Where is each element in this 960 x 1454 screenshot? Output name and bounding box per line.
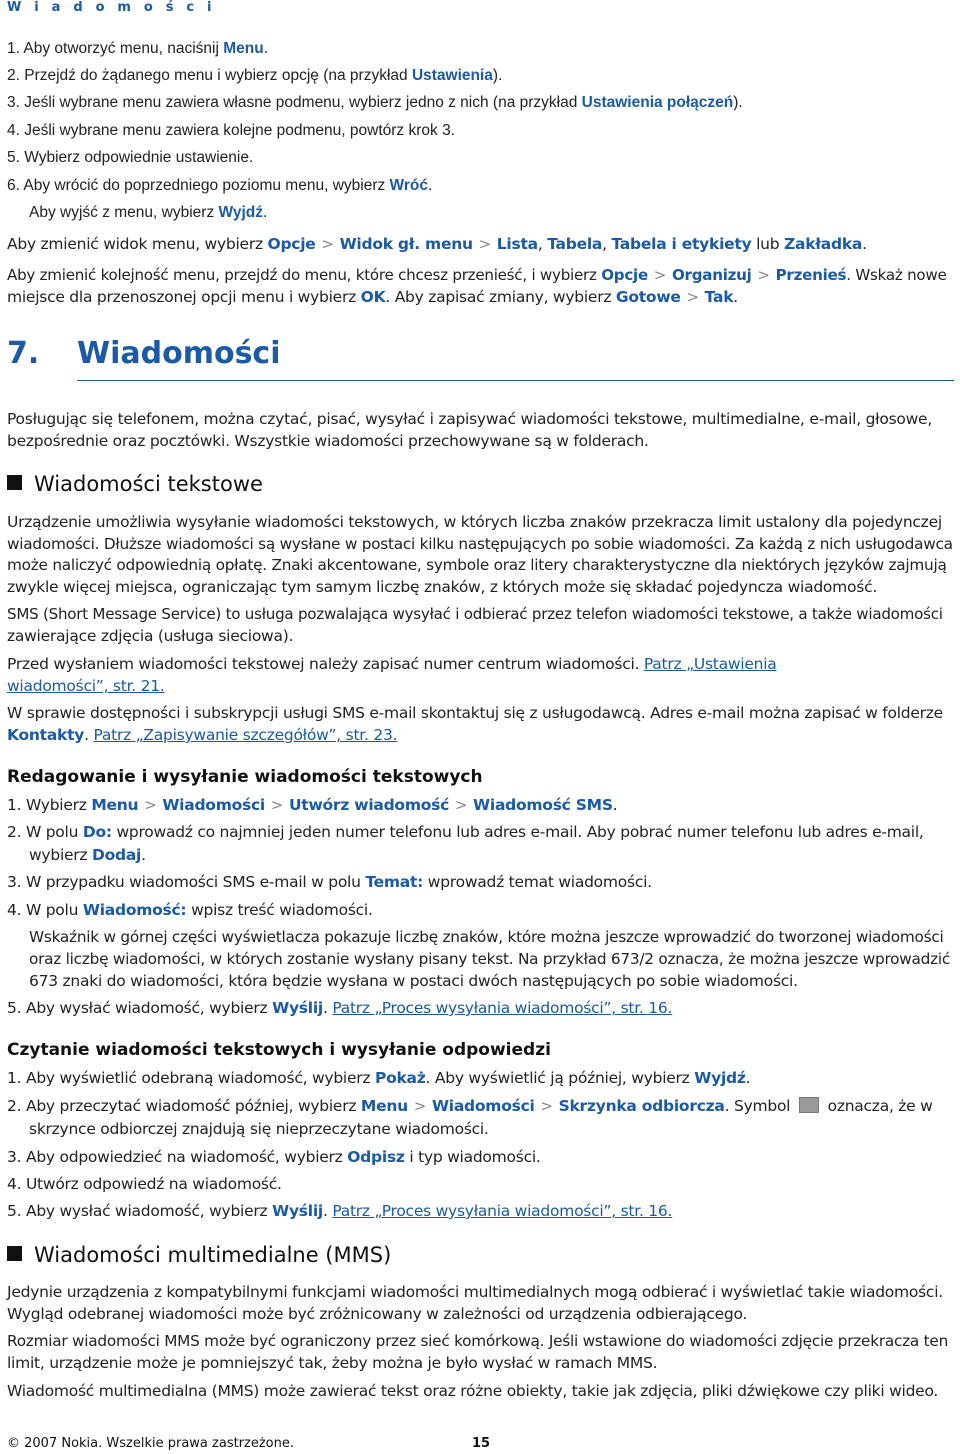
compose-step-2-l2: wybierz Dodaj. [29,846,146,864]
mms-p1-l2: Wygląd odebranej wiadomości może być zróżnicowany w zależności od urządzenia odbierającego. [7,1305,748,1323]
footer-copyright: © 2007 Nokia. Wszelkie prawa zastrzeżone. [7,1436,294,1451]
reading-step-2-l1: 2. Aby przeczytać wiadomość później, wybierz Menu > Wiadomości > Skrzynka odbiorcza. Symbol oznacza, że w [7,1097,933,1115]
reading-step-1: 1. Aby wyświetlić odebraną wiadomość, wybierz Pokaż. Aby wyświetlić ją później, wybierz Wyjdź. [7,1069,751,1087]
chevron-right-icon: > [540,1097,553,1115]
link-saving-details[interactable]: Patrz „Zapisywanie szczegółów”, str. 23. [93,726,398,744]
compose-step-4: 4. W polu Wiadomość: wpisz treść wiadomości. [7,901,373,919]
sms-p1-l2: wiadomości. Dłuższe wiadomości są wysłane w postaci kilku następujących po sobie wiadomości. Za każdą z nich usługodawca [7,535,953,553]
compose-step-5: 5. Aby wysłać wiadomość, wybierz Wyślij. Patrz „Proces wysyłania wiadomości”, str. 16. [7,999,673,1017]
compose-note-l1: Wskaźnik w górnej części wyświetlacza pokazuje liczbę znaków, które można jeszcze wprowadzić do tworzonej wiadomości [29,928,944,946]
sms-p4-l1: W sprawie dostępności i subskrypcji usługi SMS e-mail skontaktuj się z usługodawcą. Adres e-mail można zapisać w folderze [7,704,943,722]
intro-step-2: 2. Przejdź do żądanego menu i wybierz opcję (na przykład Ustawienia). [7,67,503,84]
sms-p1-l4: zwykle więcej miejsca, ograniczając tym samym liczbę znaków, z których może się składać pojedyncza wiadomość. [7,578,878,596]
mms-p1-l1: Jedynie urządzenia z kompatybilnymi funkcjami wiadomości multimedialnych mogą odbierać i wyświetlać takie wiadomości. [7,1283,943,1301]
chevron-right-icon: > [478,235,491,253]
intro-step-3: 3. Jeśli wybrane menu zawiera własne podmenu, wybierz jedno z nich (na przykład Ustawienia połączeń). [7,94,743,111]
intro-view-note: Aby zmienić widok menu, wybierz Opcje > Widok gł. menu > Lista, Tabela, Tabela i etykiety lub Zakładka. [7,235,867,253]
page-number: 15 [472,1436,491,1451]
chapter-heading [7,336,281,371]
chevron-right-icon: > [454,796,468,814]
compose-step-2-l1: 2. W polu Do: wprowadź co najmniej jeden numer telefonu lub adres e-mail. Aby pobrać numer telefonu lub adres e-mail, [7,823,924,841]
sms-p1-l1: Urządzenie umożliwia wysyłanie wiadomości tekstowych, w których liczba znaków przekracza limit ustalony dla pojedynczej [7,513,942,531]
compose-note-l3: 673 znaki do wiadomości, która będzie wysłana w postaci dwóch następujących po sobie wiadomości. [29,972,798,990]
sms-p3-l2 [7,677,165,695]
running-header: W i a d o m o ś c i [7,0,216,15]
intro-step-1: 1. Aby otworzyć menu, naciśnij Menu. [7,40,269,57]
chevron-right-icon: > [270,796,284,814]
intro-reorder-note-l2: miejsce dla przenoszonej opcji menu i wybierz OK. Aby zapisać zmiany, wybierz Gotowe > Tak. [7,288,738,306]
chevron-right-icon: > [144,796,157,814]
mms-p2-l2: limit, urządzenie może je pomniejszyć tak, żeby można je było wysłać w ramach MMS. [7,1354,658,1372]
compose-note-l2: oraz liczbę wiadomości, w których zostanie wysłany pisany tekst. Na przykład 673/2 oznacza, że można jeszcze wprowadzić [29,950,951,968]
chevron-right-icon: > [653,266,667,284]
square-bullet-icon [7,1246,22,1261]
sms-p1-l3: może naliczyć odpowiednią opłatę. Znaki akcentowane, symbole oraz litery charakterystyczne dla niektórych języków zajmują [7,556,947,574]
intro-exit-note: Aby wyjść z menu, wybierz Wyjdź. [29,204,268,221]
chevron-right-icon: > [757,266,770,284]
chapter-number: 7. [7,336,40,371]
reading-step-4: 4. Utwórz odpowiedź na wiadomość. [7,1175,282,1193]
reading-step-5: 5. Aby wysłać wiadomość, wybierz Wyślij. Patrz „Proces wysyłania wiadomości”, str. 16. [7,1202,673,1220]
intro-reorder-note-l1: Aby zmienić kolejność menu, przejdź do menu, które chcesz przenieść, i wybierz Opcje > Organizuj > Przenieś. Wskaż nowe [7,266,947,284]
subheading-compose: Redagowanie i wysyłanie wiadomości tekstowych [7,767,483,787]
chevron-right-icon: > [321,235,334,253]
sms-p3-l1: Przed wysłaniem wiadomości tekstowej należy zapisać numer centrum wiadomości. Patrz „Ustawienia [7,655,777,673]
reading-step-2-l2: skrzynce odbiorczej znajdują się nieprzeczytane wiadomości. [29,1120,489,1138]
chapter-intro-l1: Posługując się telefonem, można czytać, pisać, wysyłać i zapisywać wiadomości tekstowe, multimedialne, e-mail, głosowe, [7,410,933,428]
compose-step-3: 3. W przypadku wiadomości SMS e-mail w polu Temat: wprowadź temat wiadomości. [7,873,652,891]
intro-step-4: 4. Jeśli wybrane menu zawiera kolejne podmenu, powtórz krok 3. [7,122,456,139]
section-heading-mms: Wiadomości multimedialne (MMS) [7,1243,391,1267]
intro-step-5: 5. Wybierz odpowiednie ustawienie. [7,149,254,166]
intro-step-6: 6. Aby wrócić do poprzedniego poziomu menu, wybierz Wróć. [7,177,433,194]
square-bullet-icon [7,475,22,490]
link-message-settings[interactable]: Patrz „Ustawienia [643,655,777,673]
link-message-settings-cont[interactable]: wiadomości”, str. 21. [7,677,165,695]
subheading-reading: Czytanie wiadomości tekstowych i wysyłanie odpowiedzi [7,1040,551,1060]
unread-message-icon [799,1097,819,1113]
chevron-right-icon: > [413,1097,427,1115]
sms-p4-l2: Kontakty. Patrz „Zapisywanie szczegółów”, str. 23. [7,726,398,744]
chevron-right-icon: > [686,288,699,306]
link-sending-process-2[interactable]: Patrz „Proces wysyłania wiadomości”, str. 16. [332,1202,673,1220]
chapter-title: Wiadomości [77,336,281,371]
chapter-rule [77,380,954,381]
sms-p2-l2: zawierające zdjęcia (usługa sieciowa). [7,627,294,645]
compose-step-1: 1. Wybierz Menu > Wiadomości > Utwórz wiadomość > Wiadomość SMS. [7,796,618,814]
sms-p2-l1: SMS (Short Message Service) to usługa pozwalająca wysyłać i odbierać przez telefon wiadomości tekstowe, a także wiadomości [7,605,943,623]
chapter-intro-l2: bezpośrednie oraz pocztówki. Wszystkie wiadomości przechowywane są w folderach. [7,432,649,450]
link-sending-process[interactable]: Patrz „Proces wysyłania wiadomości”, str. 16. [332,999,673,1017]
section-heading-sms: Wiadomości tekstowe [7,472,263,496]
mms-p2-l1: Rozmiar wiadomości MMS może być ograniczony przez sieć komórkową. Jeśli wstawione do wiadomości zdjęcie przekracza ten [7,1332,949,1350]
reading-step-3: 3. Aby odpowiedzieć na wiadomość, wybierz Odpisz i typ wiadomości. [7,1148,541,1166]
mms-p3: Wiadomość multimedialna (MMS) może zawierać tekst oraz różne obiekty, takie jak zdjęcia, pliki dźwiękowe czy pliki wideo. [7,1382,939,1400]
